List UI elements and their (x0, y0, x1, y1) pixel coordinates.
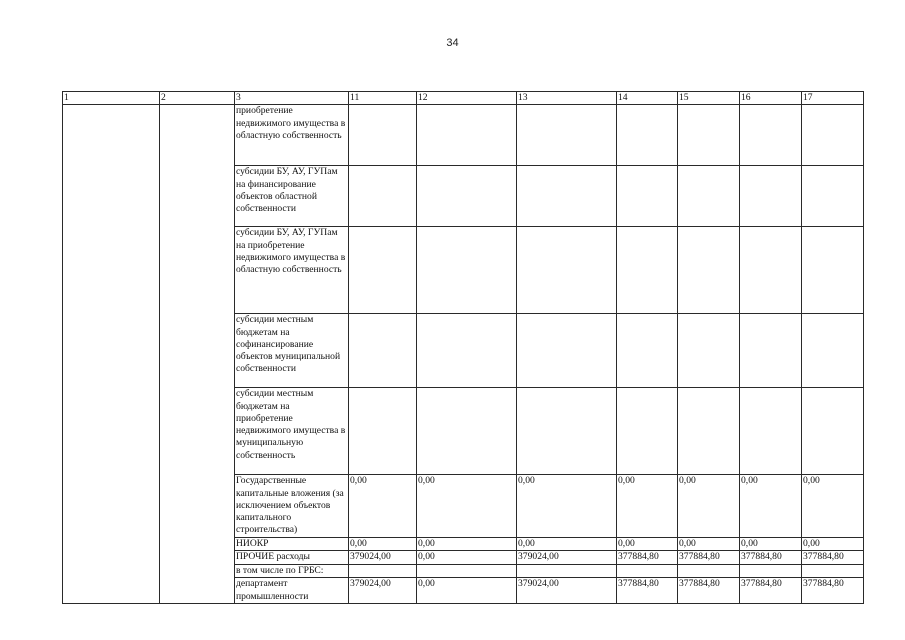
value-cell (617, 565, 678, 578)
value-cell (802, 314, 864, 388)
value-cell (740, 227, 802, 314)
page-number: 34 (446, 37, 459, 49)
value-cell (517, 565, 617, 578)
column-header: 13 (517, 92, 617, 105)
value-cell: 0,00 (678, 475, 740, 537)
value-cell: 377884,80 (802, 551, 864, 565)
value-cell (802, 388, 864, 475)
value-cell (517, 314, 617, 388)
value-cell: 377884,80 (802, 578, 864, 604)
value-cell (740, 166, 802, 227)
value-cell: 377884,80 (617, 551, 678, 565)
value-cell: 0,00 (517, 537, 617, 550)
column-2-cell (160, 105, 235, 604)
column-header: 16 (740, 92, 802, 105)
value-cell (617, 227, 678, 314)
value-cell (417, 105, 517, 166)
value-cell (617, 105, 678, 166)
value-cell (802, 565, 864, 578)
row-label: департамент промышленности (235, 578, 349, 604)
value-cell (417, 388, 517, 475)
value-cell: 379024,00 (517, 578, 617, 604)
value-cell (349, 227, 417, 314)
value-cell (678, 314, 740, 388)
row-label: ПРОЧИЕ расходы (235, 551, 349, 565)
budget-table (62, 91, 864, 604)
value-cell (740, 565, 802, 578)
value-cell (517, 227, 617, 314)
value-cell: 0,00 (417, 475, 517, 537)
value-cell: 379024,00 (349, 551, 417, 565)
column-header: 11 (349, 92, 417, 105)
header-row (63, 92, 864, 105)
value-cell (617, 314, 678, 388)
row-label: субсидии местным бюджетам на софинансирование объектов муниципальной собственности (235, 314, 349, 388)
value-cell (678, 166, 740, 227)
value-cell (349, 314, 417, 388)
value-cell: 0,00 (678, 537, 740, 550)
value-cell (740, 388, 802, 475)
column-header: 2 (160, 92, 235, 105)
column-header: 12 (417, 92, 517, 105)
value-cell (740, 105, 802, 166)
value-cell: 0,00 (417, 537, 517, 550)
value-cell (617, 388, 678, 475)
value-cell (349, 565, 417, 578)
value-cell (678, 565, 740, 578)
column-header: 17 (802, 92, 864, 105)
value-cell: 0,00 (740, 475, 802, 537)
value-cell: 0,00 (417, 551, 517, 565)
value-cell (517, 388, 617, 475)
row-label: в том числе по ГРБС: (235, 565, 349, 578)
value-cell: 0,00 (617, 537, 678, 550)
table-body (63, 92, 864, 604)
value-cell (517, 166, 617, 227)
value-cell: 0,00 (617, 475, 678, 537)
value-cell (802, 227, 864, 314)
value-cell: 0,00 (802, 537, 864, 550)
value-cell: 0,00 (349, 475, 417, 537)
column-header: 3 (235, 92, 349, 105)
value-cell (417, 565, 517, 578)
value-cell: 377884,80 (678, 551, 740, 565)
value-cell: 377884,80 (740, 551, 802, 565)
value-cell: 377884,80 (740, 578, 802, 604)
column-header: 14 (617, 92, 678, 105)
row-label: субсидии БУ, АУ, ГУПам на финансирование объектов областной собственности (235, 166, 349, 227)
value-cell: 377884,80 (617, 578, 678, 604)
value-cell (802, 105, 864, 166)
value-cell (417, 166, 517, 227)
row-label: субсидии местным бюджетам на приобретение недвижимого имущества в муниципальную собственность (235, 388, 349, 475)
value-cell: 0,00 (349, 537, 417, 550)
value-cell (417, 314, 517, 388)
row-label: приобретение недвижимого имущества в областную собственность (235, 105, 349, 166)
value-cell (678, 227, 740, 314)
column-header: 1 (63, 92, 160, 105)
value-cell: 0,00 (740, 537, 802, 550)
value-cell (617, 166, 678, 227)
value-cell (802, 166, 864, 227)
column-1-cell (63, 105, 160, 604)
value-cell (740, 314, 802, 388)
row-label: НИОКР (235, 537, 349, 550)
value-cell (349, 105, 417, 166)
value-cell: 0,00 (517, 475, 617, 537)
value-cell (349, 388, 417, 475)
value-cell (517, 105, 617, 166)
value-cell (678, 105, 740, 166)
value-cell: 379024,00 (517, 551, 617, 565)
column-header: 15 (678, 92, 740, 105)
value-cell: 377884,80 (678, 578, 740, 604)
value-cell (678, 388, 740, 475)
table-row (63, 105, 864, 166)
value-cell: 0,00 (417, 578, 517, 604)
row-label: субсидии БУ, АУ, ГУПам на приобретение недвижимого имущества в областную собственность (235, 227, 349, 314)
value-cell: 0,00 (802, 475, 864, 537)
row-label: Государственные капитальные вложения (за исключением объектов капитального строительства) (235, 475, 349, 537)
value-cell: 379024,00 (349, 578, 417, 604)
value-cell (349, 166, 417, 227)
value-cell (417, 227, 517, 314)
